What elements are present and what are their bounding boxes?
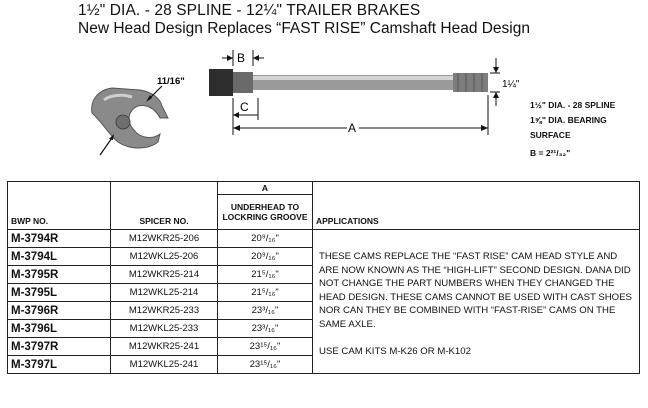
cam-kits-text: USE CAM KITS M-K26 OR M-K102: [319, 346, 471, 357]
spicer-cell: M12WKR25-206: [111, 230, 218, 248]
dim-cell: 20⁹/₁₆": [218, 230, 313, 248]
col-bwp-header: BWP NO.: [8, 182, 111, 230]
spicer-cell: M12WKR25-214: [111, 266, 218, 284]
spicer-cell: M12WKL25-214: [111, 284, 218, 302]
head-dim-label: 11/16": [157, 76, 185, 87]
dim-cell: 21⁵/₁₆": [218, 266, 313, 284]
spec-line-4: B = 2²¹/₃₂": [530, 148, 571, 158]
dim-cell: 21⁵/₁₆": [218, 284, 313, 302]
page-subtitle: New Head Design Replaces “FAST RISE” Camshaft Head Design: [78, 20, 530, 37]
head-arrow-2: [100, 138, 112, 155]
cam-head-image: [92, 88, 168, 148]
applications-text: THESE CAMS REPLACE THE “FAST RISE” CAM HEAD STYLE AND ARE NOW KNOWN AS THE “HIGH-LIFT” SECOND DESIGN. DANA DID NOT CHANGE THE PART NUMBERS WHEN THEY CHANGED THE HEAD DESIGN. THESE CAMS CANNOT BE USED WITH CAST SHOES NOR CAN THEY BE COMBINED WITH “FAST-RISE” CAMS ON THE SAME AXLE.: [319, 251, 632, 330]
dim-cell: 23¹⁵/₁₆": [218, 338, 313, 356]
bwp-cell: M-3796R: [8, 302, 111, 320]
applications-cell: [313, 230, 640, 374]
dim-cell: 20⁹/₁₆": [218, 248, 313, 266]
spicer-cell: M12WKL25-241: [111, 356, 218, 374]
bwp-cell: M-3794L: [8, 248, 111, 266]
spline-dim-label: 1¼": [502, 79, 520, 90]
bwp-cell: M-3795L: [8, 284, 111, 302]
spec-line-3: SURFACE: [530, 130, 571, 140]
col-a-header: A: [218, 182, 313, 195]
dim-cell: 23³/₁₆": [218, 320, 313, 338]
spicer-cell: M12WKL25-206: [111, 248, 218, 266]
dim-cell: 23³/₁₆": [218, 302, 313, 320]
dim-a-label: A: [348, 121, 357, 135]
table-row: [8, 230, 640, 248]
dim-cell: 23¹⁵/₁₆": [218, 356, 313, 374]
spicer-cell: M12WKL25-233: [111, 320, 218, 338]
spicer-cell: M12WKR25-233: [111, 302, 218, 320]
col-spicer-header: SPICER NO.: [111, 182, 218, 230]
page-title: 1½" DIA. - 28 SPLINE - 12¼" TRAILER BRAKES: [78, 2, 421, 19]
bwp-cell: M-3795R: [8, 266, 111, 284]
bwp-cell: M-3797R: [8, 338, 111, 356]
spec-line-2: 1⅝" DIA. BEARING: [530, 115, 607, 125]
parts-table: [7, 181, 640, 374]
bwp-cell: M-3794R: [8, 230, 111, 248]
dim-c-label: C: [240, 100, 249, 114]
bwp-cell: M-3796L: [8, 320, 111, 338]
camshaft-image: [209, 69, 488, 96]
spicer-cell: M12WKR25-241: [111, 338, 218, 356]
col-applications-header: APPLICATIONS: [313, 182, 640, 230]
bwp-cell: M-3797L: [8, 356, 111, 374]
col-underhead-header: UNDERHEAD TO LOCKRING GROOVE: [218, 195, 313, 230]
spec-line-1: 1½" DIA. - 28 SPLINE: [530, 100, 616, 110]
dim-b-label: B: [237, 51, 246, 65]
